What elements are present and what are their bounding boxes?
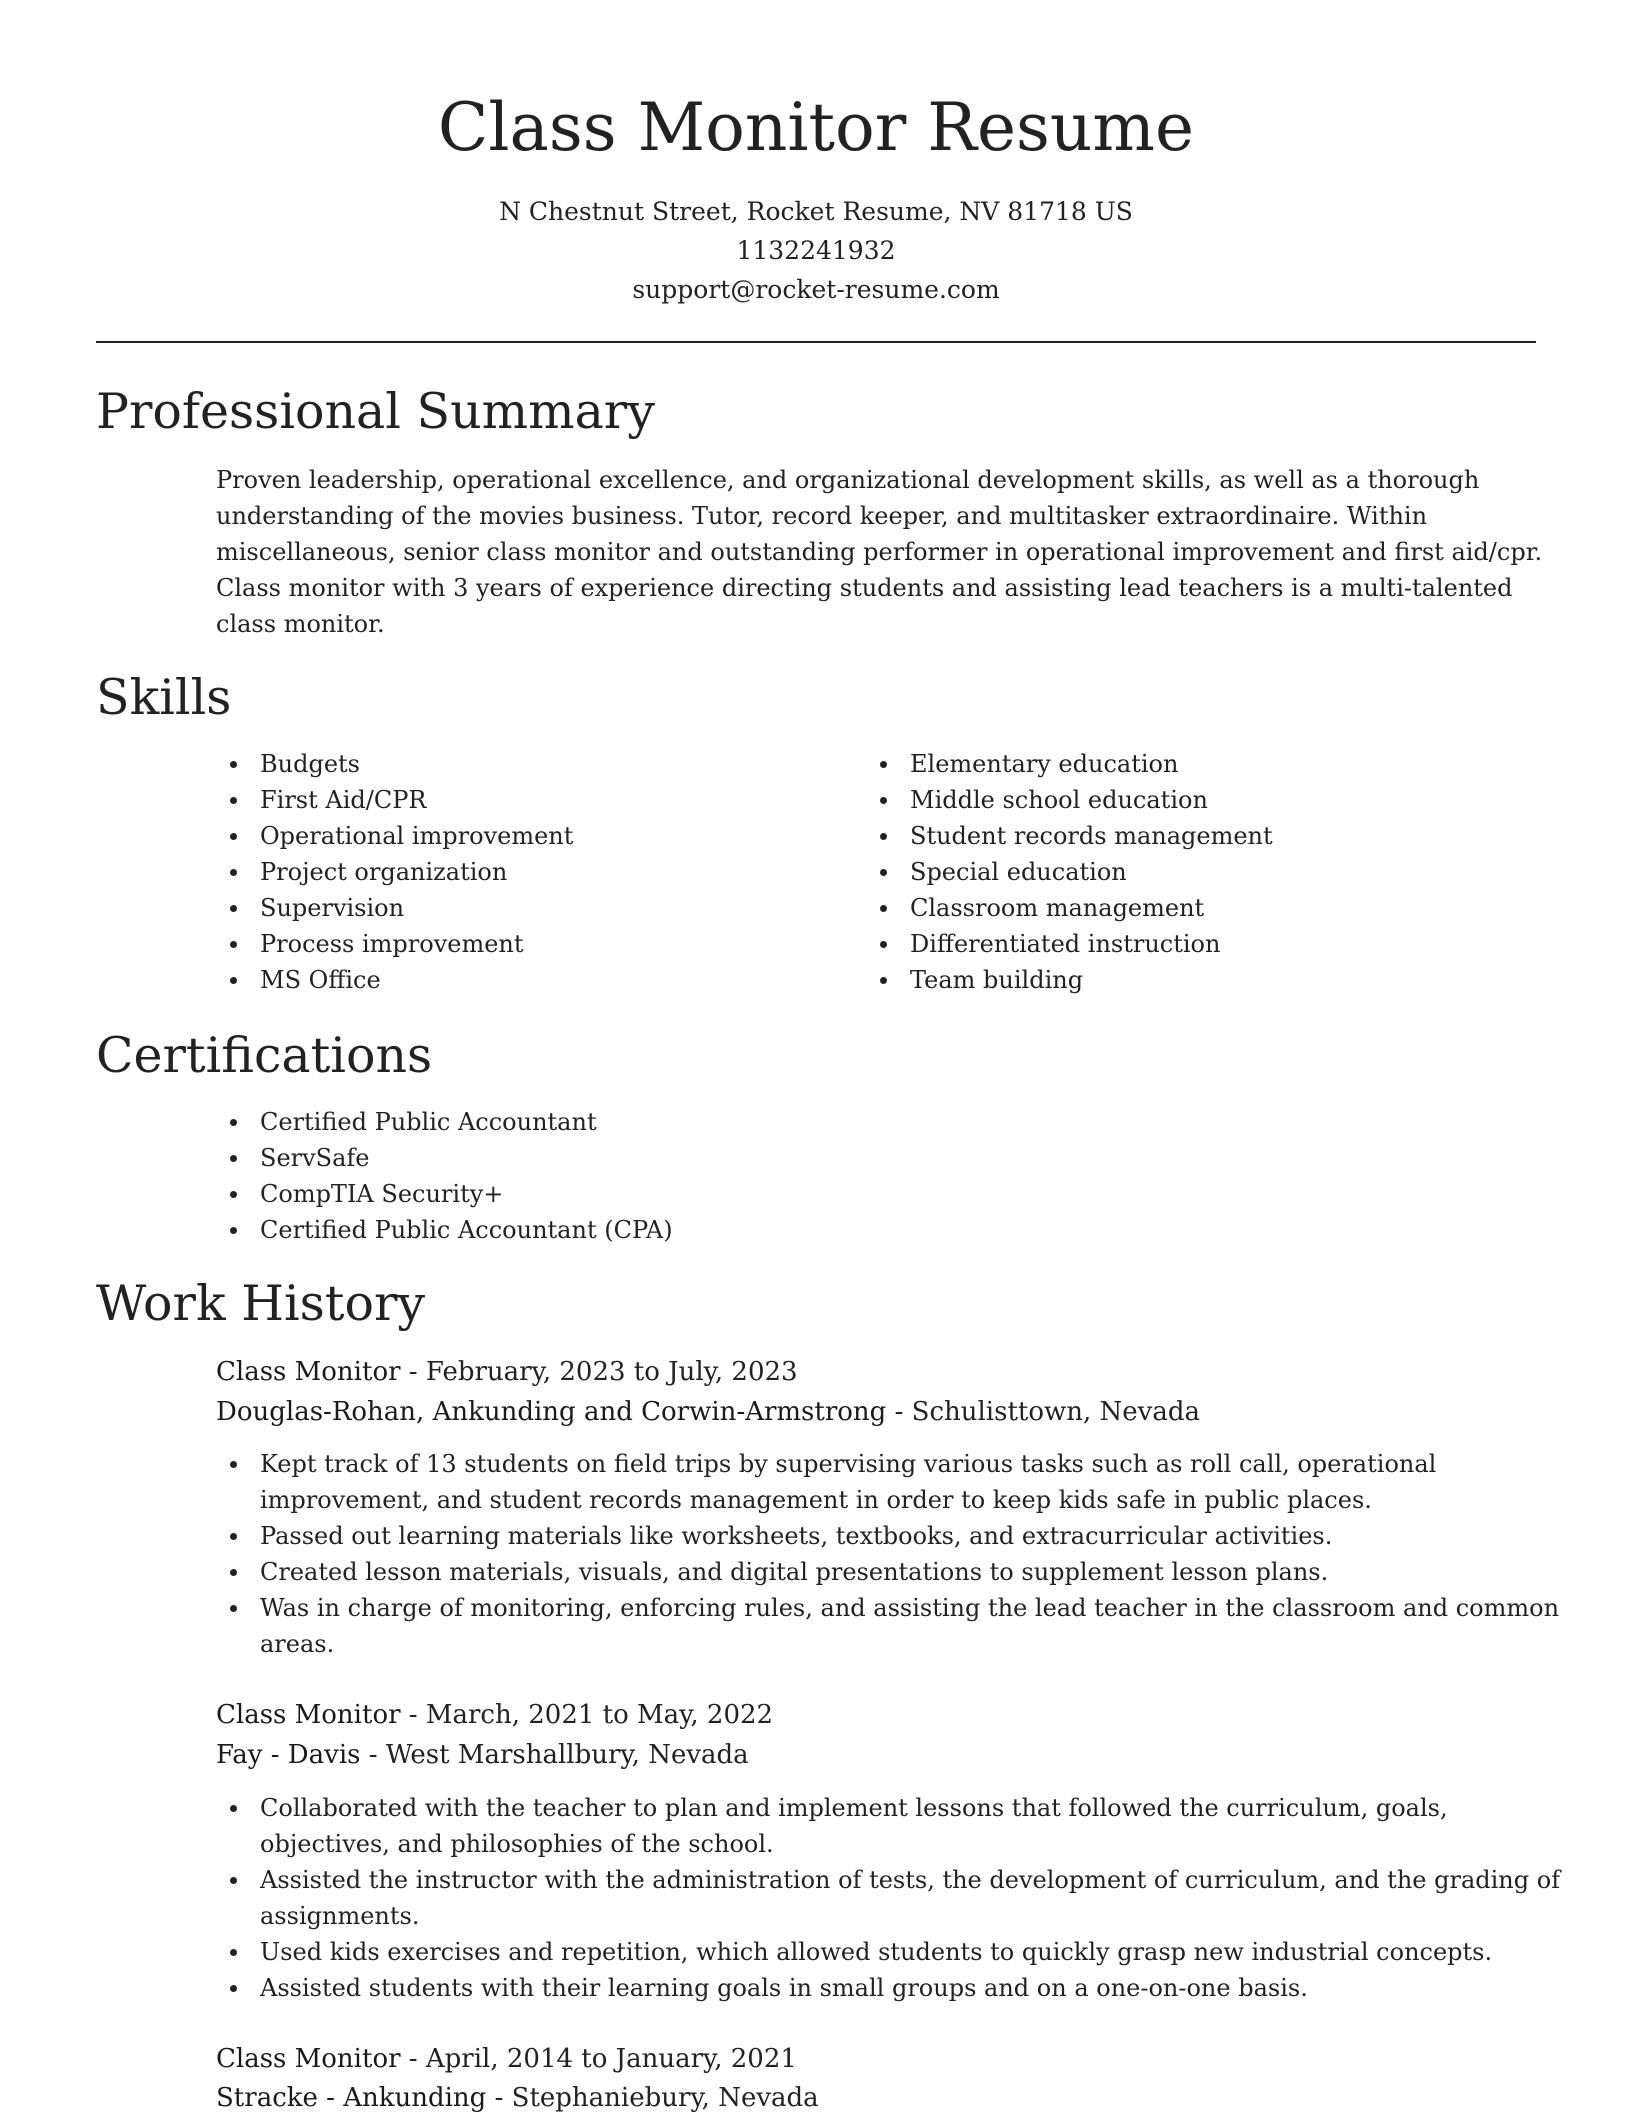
section-title-certifications: Certifications xyxy=(96,1027,433,1084)
skill-item: Special education xyxy=(910,854,1530,890)
certification-item: Certified Public Accountant (CPA) xyxy=(260,1212,1060,1248)
job-title: Class Monitor xyxy=(216,2044,401,2074)
skill-item: Team building xyxy=(910,962,1530,998)
job-bullet: Created lesson materials, visuals, and digital presentations to supplement lesson plans. xyxy=(260,1554,1580,1590)
job-bullet: Passed out learning materials like worksheets, textbooks, and extracurricular activities. xyxy=(260,1518,1580,1554)
section-title-work-history: Work History xyxy=(96,1275,426,1332)
job-location: - Stephaniebury, Nevada xyxy=(486,2083,819,2113)
job-company: Stracke - Ankunding xyxy=(216,2083,487,2113)
job-bullet: Collaborated with the teacher to plan and implement lessons that followed the curriculum, goals, objectives, and philosophies of the school. xyxy=(260,1790,1580,1862)
job-title: Class Monitor xyxy=(216,1700,401,1730)
job-bullet: Was in charge of monitoring, enforcing rules, and assisting the lead teacher in the classroom and common areas. xyxy=(260,1590,1580,1662)
header-divider xyxy=(96,341,1536,343)
resume-header xyxy=(0,0,1632,309)
job-dates: - March, 2021 to May, 2022 xyxy=(400,1700,774,1730)
certification-item: Certified Public Accountant xyxy=(260,1104,1060,1140)
job-dates: - February, 2023 to July, 2023 xyxy=(400,1357,798,1387)
job-bullet: Used kids exercises and repetition, which allowed students to quickly grasp new industrial concepts. xyxy=(260,1934,1580,1970)
job-company: Fay - Davis xyxy=(216,1740,361,1770)
skills-list-right xyxy=(866,746,1530,998)
summary-text: Proven leadership, operational excellence, and organizational development skills, as well as a thorough understanding of the movies business. Tutor, record keeper, and multitasker extraordinaire. Within miscellaneous, senior class monitor and outstanding performer in operational improvement and first aid/cpr. Class monitor with 3 years of experience directing students and assisting lead teachers is a multi-talented class monitor. xyxy=(216,466,1543,638)
skill-item: Process improvement xyxy=(260,926,820,962)
skill-item: Budgets xyxy=(260,746,820,782)
skill-item: Student records management xyxy=(910,818,1530,854)
job-bullets xyxy=(216,1446,1580,1662)
job-company: Douglas-Rohan, Ankunding and Corwin-Armstrong xyxy=(216,1397,887,1427)
section-title-summary: Professional Summary xyxy=(96,383,655,440)
skill-item: Classroom management xyxy=(910,890,1530,926)
job-bullets xyxy=(216,1790,1580,2006)
job-title-line xyxy=(216,2040,797,2078)
certification-item: ServSafe xyxy=(260,1140,1060,1176)
job-location: - Schulisttown, Nevada xyxy=(886,1397,1201,1427)
certification-item: CompTIA Security+ xyxy=(260,1176,1060,1212)
contact-email[interactable]: support@rocket-resume.com xyxy=(632,275,1000,304)
job-company-line xyxy=(216,1736,749,1774)
contact-phone: 1132241932 xyxy=(736,236,896,265)
skill-item: Supervision xyxy=(260,890,820,926)
job-company-line xyxy=(216,1393,1200,1431)
skill-item: MS Office xyxy=(260,962,820,998)
skill-item: Operational improvement xyxy=(260,818,820,854)
skills-list-left xyxy=(216,746,820,998)
job-title-line xyxy=(216,1353,798,1391)
job-company-line xyxy=(216,2079,819,2117)
job-bullet: Kept track of 13 students on field trips by supervising various tasks such as roll call, operational improvement, and student records management in order to keep kids safe in public places. xyxy=(260,1446,1580,1518)
resume-title: Class Monitor Resume xyxy=(437,89,1195,166)
skill-item: Middle school education xyxy=(910,782,1530,818)
job-dates: - April, 2014 to January, 2021 xyxy=(400,2044,797,2074)
skill-item: First Aid/CPR xyxy=(260,782,820,818)
job-bullet: Assisted students with their learning goals in small groups and on a one-on-one basis. xyxy=(260,1970,1580,2006)
skill-item: Differentiated instruction xyxy=(910,926,1530,962)
skill-item: Elementary education xyxy=(910,746,1530,782)
job-bullet: Assisted the instructor with the administration of tests, the development of curriculum, and the grading of assignments. xyxy=(260,1862,1580,1934)
contact-block xyxy=(0,192,1632,309)
certifications-list xyxy=(216,1104,1060,1248)
job-title-line xyxy=(216,1696,773,1734)
skill-item: Project organization xyxy=(260,854,820,890)
contact-address: N Chestnut Street, Rocket Resume, NV 81718 US xyxy=(499,197,1133,226)
section-title-skills: Skills xyxy=(96,669,232,726)
job-title: Class Monitor xyxy=(216,1357,401,1387)
job-location: - West Marshallbury, Nevada xyxy=(360,1740,749,1770)
